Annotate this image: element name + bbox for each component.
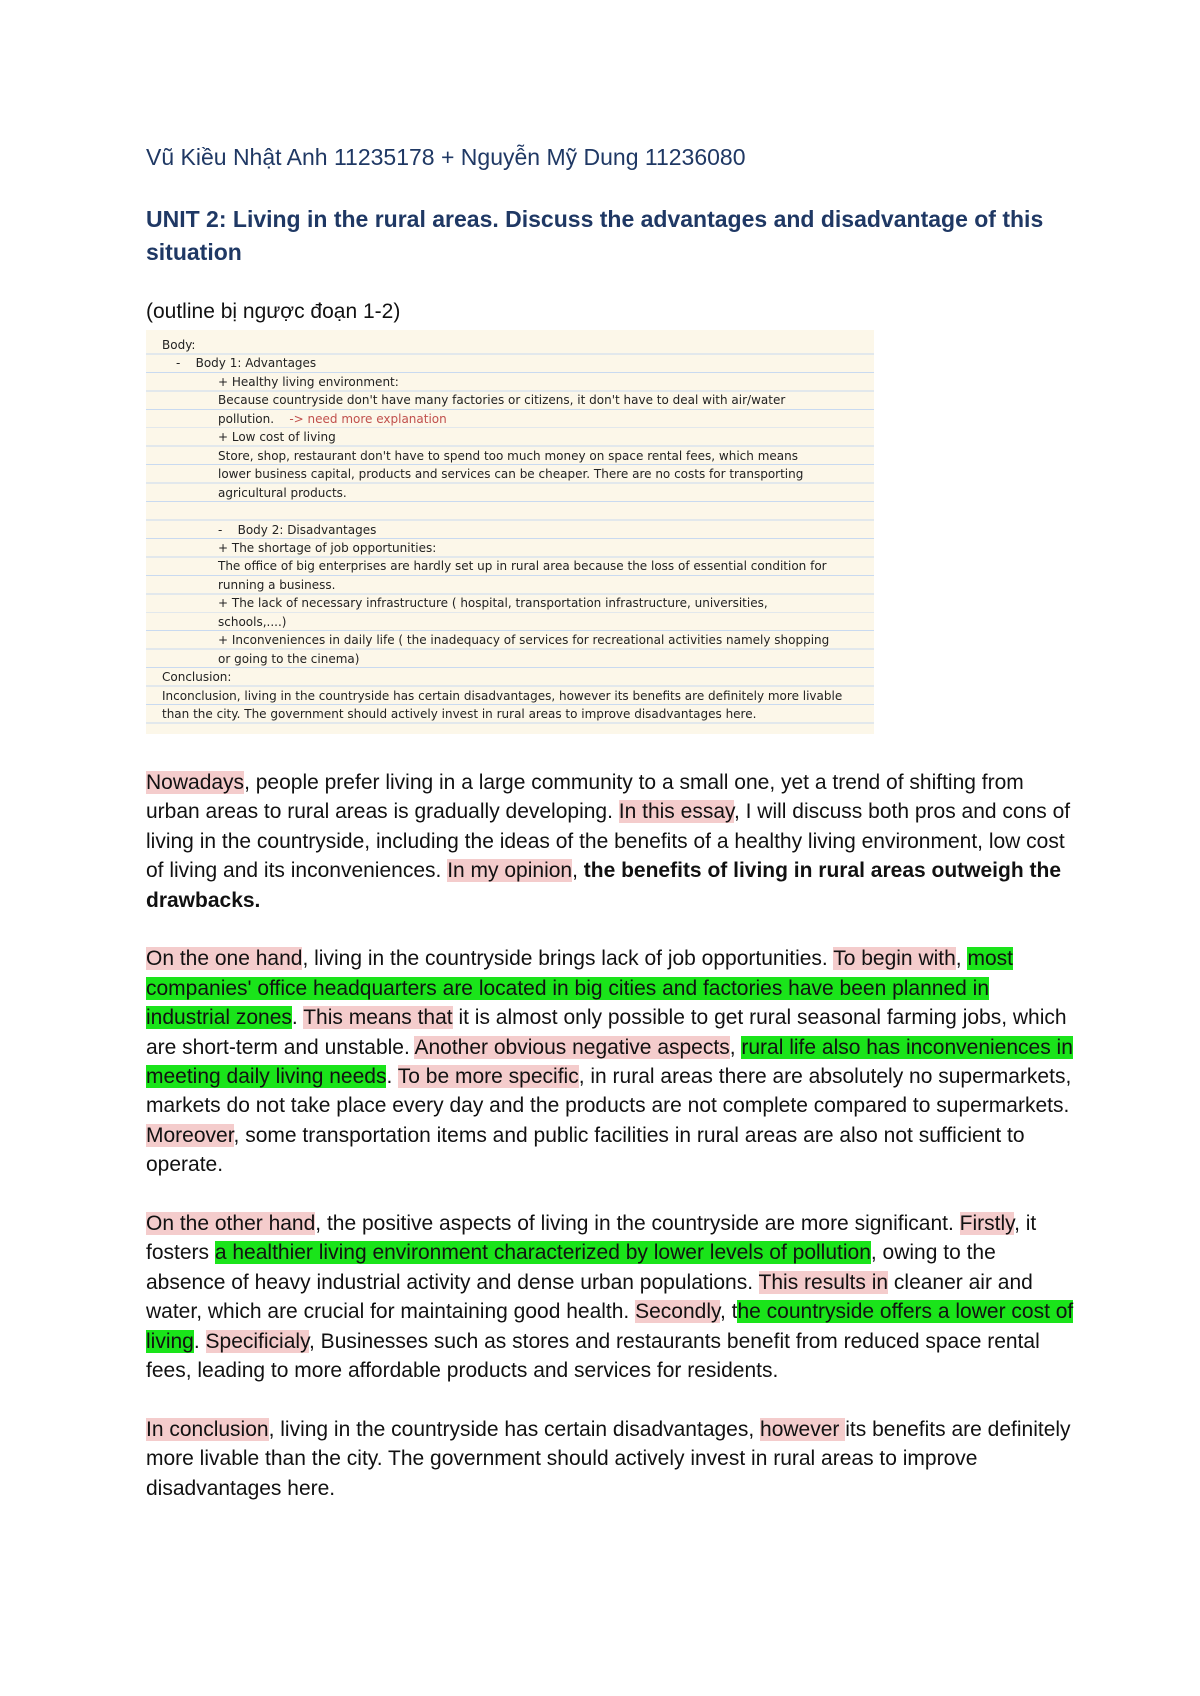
page-title: UNIT 2: Living in the rural areas. Discuss the advantages and disadvantage of this situation (146, 206, 1044, 265)
outline-conclusion-text: Inconclusion, living in the countryside has certain disadvantages, however its benefits are definitely more livable (162, 688, 843, 703)
highlight-pink: Nowadays (146, 771, 245, 794)
outline-dis2-text: + The lack of necessary infrastructure ( hospital, transportation infrastructure, universities, (218, 596, 768, 611)
outline-dis3-text: or going to the cinema) (218, 651, 360, 666)
outline-body1-title: - Body 1: Advantages (176, 356, 317, 371)
highlight-pink: In conclusion (146, 1417, 269, 1441)
thesis-statement: the benefits of living in rural areas outweigh the drawbacks. (146, 859, 1062, 912)
highlight-pink: Moreover (146, 1123, 234, 1147)
highlight-green: most companies' office headquarters are located in big cities and factories have been planned in industrial zones (146, 947, 1013, 1030)
essay-introduction: Nowadays, people prefer living in a large community to a small one, yet a trend of shifting from urban areas to rural areas is gradually developing. In this essay, I will discuss both pros and cons of living in the countryside, including the ideas of the benefits of a healthy living environment, low cost of living and its inconveniences. In my opinion, the benefits of living in rural areas outweigh the drawbacks. (146, 771, 1071, 912)
outline-adv1-text: Because countryside don't have many factories or citizens, it don't have to deal with air/water (218, 393, 786, 408)
essay-conclusion: In conclusion, living in the countryside has certain disadvantages, however its benefits are definitely more livable than the city. The government should actively invest in rural areas to improve disadvantages here. (146, 1417, 1071, 1500)
outline-note: (outline bị ngược đoạn 1-2) (146, 300, 401, 323)
outline-dis2-text: schools,....) (218, 614, 287, 629)
outline-dis1-text: running a business. (218, 577, 336, 592)
outline-explanation-note: -> need more explanation (289, 411, 447, 426)
outline-adv2-text: Store, shop, restaurant don't have to spend too much money on space rental fees, which means (218, 448, 798, 463)
highlight-green: a healthier living environment characterized by lower levels of pollution (214, 1241, 871, 1265)
outline-screenshot (146, 330, 874, 734)
highlight-pink: On the other hand (146, 1212, 316, 1236)
outline-spacer (162, 502, 870, 520)
outline-conclusion-label: Conclusion: (162, 670, 232, 685)
essay-body (146, 768, 1076, 1533)
outline-body2-title: - Body 2: Disadvantages (218, 522, 377, 537)
highlight-pink: Specificialy (205, 1329, 310, 1353)
highlight-pink: however (760, 1417, 846, 1441)
highlight-green: rural life also has inconveniences in meeting daily living needs (146, 1035, 1073, 1089)
outline-conclusion-text: than the city. The government should actively invest in rural areas to improve disadvantages here. (162, 707, 757, 722)
outline-body-label: Body: (162, 338, 196, 352)
author-line: Vũ Kiều Nhật Anh 11235178 + Nguyễn Mỹ Dung 11236080 (146, 144, 746, 170)
outline-adv1-title: + Healthy living environment: (218, 374, 399, 389)
essay-body-paragraph-2: On the other hand, the positive aspects of living in the countryside are more significant. Firstly, it fosters a healthier living environment characterized by lower levels of pollution, owing to the absence of heavy industrial activity and dense urban populations. This results in cleaner air and water, which are crucial for maintaining good health. Secondly, the countryside offers a lower cost of living. Specificialy, Businesses such as stores and restaurants benefit from reduced space rental fees, leading to more affordable products and services for residents. (146, 1212, 1074, 1383)
outline-adv2-text: lower business capital, products and services can be cheaper. There are no costs for transporting (218, 467, 804, 482)
highlight-pink: Secondly (635, 1300, 720, 1324)
outline-dis1-text: The office of big enterprises are hardly set up in rural area because the loss of essential condition for (218, 559, 827, 574)
outline-dis1-title: + The shortage of job opportunities: (218, 540, 437, 555)
highlight-pink: Another obvious negative aspects (414, 1035, 730, 1059)
essay-body-paragraph-1: On the one hand, living in the countryside brings lack of job opportunities. To begin with, most companies' office headquarters are located in big cities and factories have been planned in industrial zones. This means that it is almost only possible to get rural seasonal farming jobs, which are short-term and unstable. Another obvious negative aspects, rural life also has inconveniences in meeting daily living needs. To be more specific, in rural areas there are absolutely no supermarkets, markets do not take place every day and the products are not complete compared to supermarkets. Moreover, some transportation items and public facilities in rural areas are also not sufficient to operate. (146, 947, 1073, 1177)
outline-adv2-text: agricultural products. (218, 485, 347, 500)
highlight-pink: To be more specific (397, 1065, 579, 1089)
highlight-pink: To begin with (833, 947, 956, 971)
outline-dis3-text: + Inconveniences in daily life ( the inadequacy of services for recreational activities namely shopping (218, 633, 830, 648)
highlight-green: he countryside offers a lower cost of living (146, 1300, 1074, 1353)
highlight-pink: In my opinion (447, 859, 573, 883)
outline-adv1-text: pollution. -> need more explanation (218, 411, 447, 426)
outline-adv2-title: + Low cost of living (218, 430, 336, 445)
highlight-pink: This means that (303, 1006, 453, 1030)
highlight-pink: In this essay (618, 800, 734, 824)
highlight-pink: Firstly (959, 1212, 1015, 1236)
highlight-pink: On the one hand (146, 947, 303, 971)
highlight-pink: This results in (758, 1270, 889, 1294)
